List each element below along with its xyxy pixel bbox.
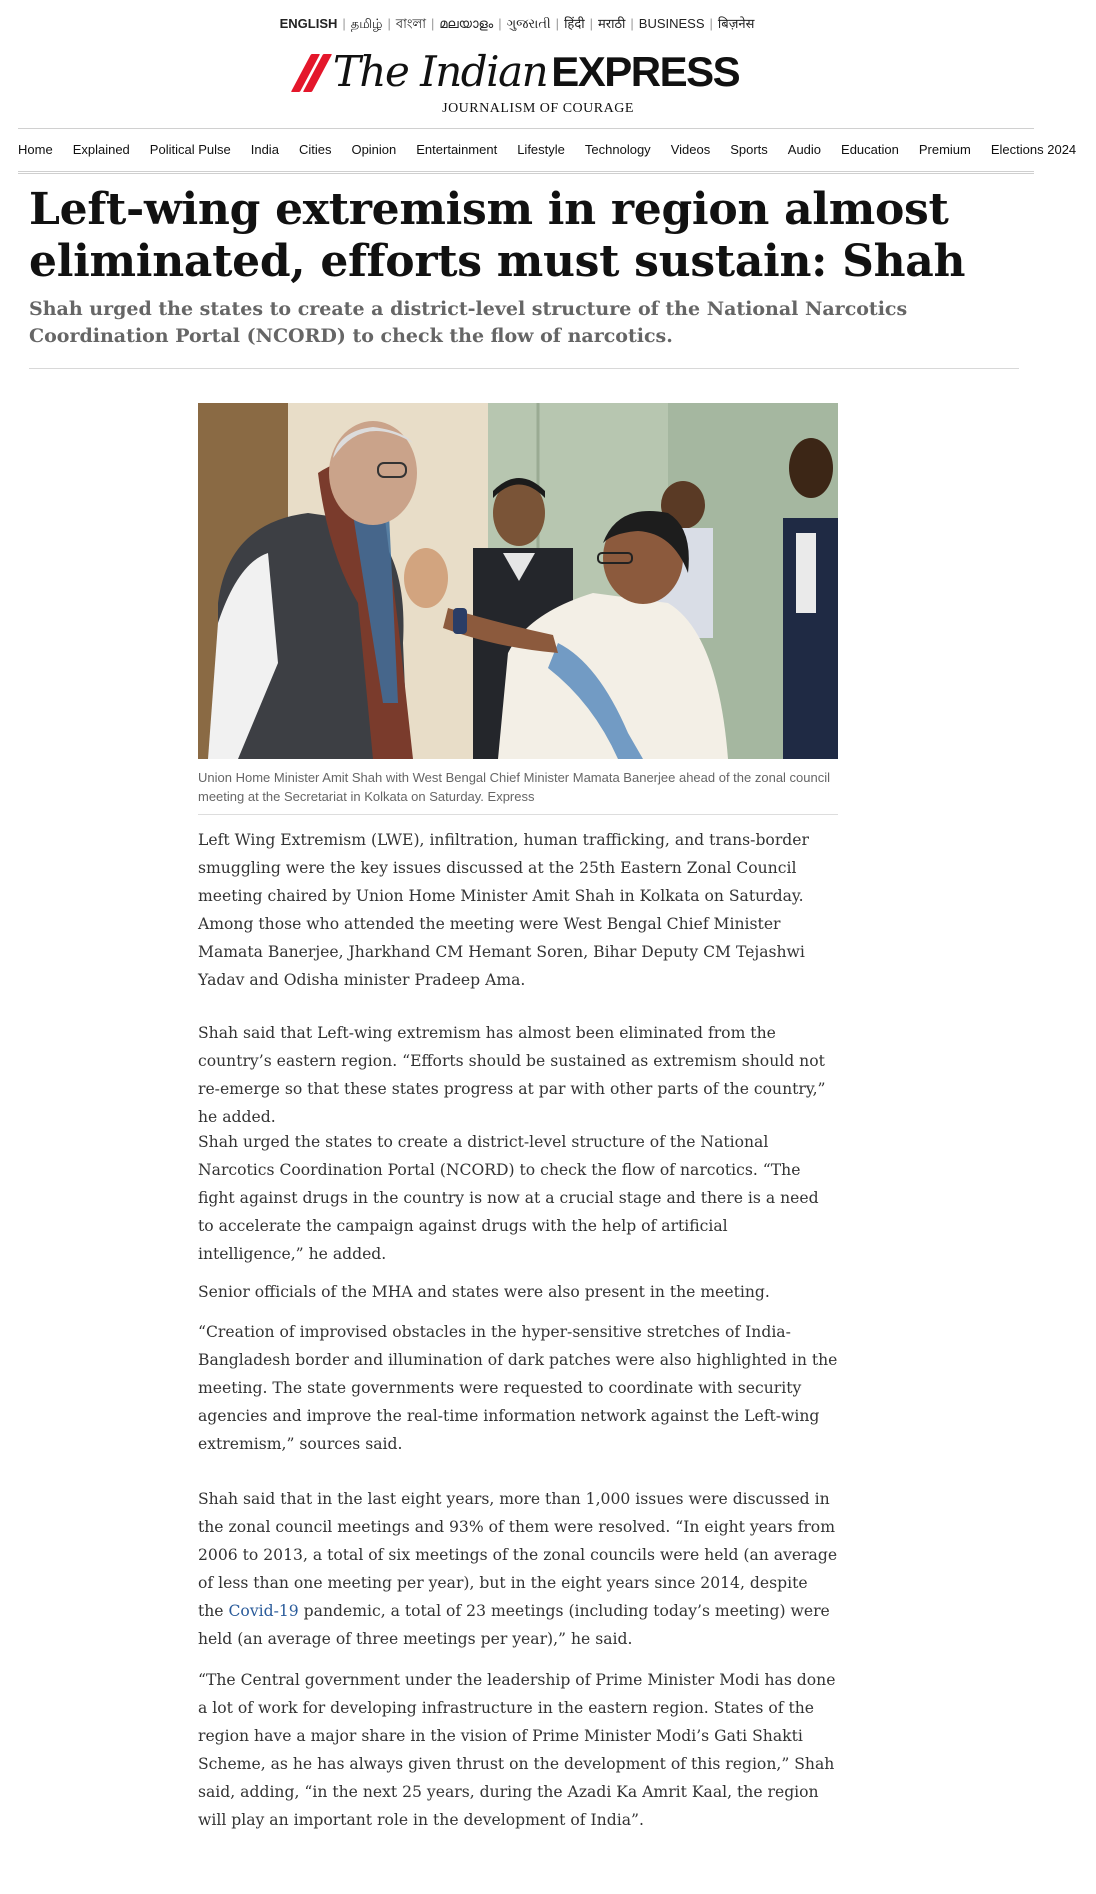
nav-opinion[interactable]: Opinion: [351, 142, 397, 157]
lang-tamil[interactable]: தமிழ்: [350, 16, 383, 31]
paragraph-6-text-start: Shah said that in the last eight years, more than 1,000 issues were discussed in the zonal council meetings and 93% of them were resolved. “In eight years from 2006 to 2013, a total of six meetings of the zonal councils were held (an average of less than one meeting per year), but in the eight years since 2014, despite the: [198, 1490, 838, 1620]
article-headline: Left-wing extremism in region almost eliminated, efforts must sustain: Shah: [29, 184, 966, 287]
lang-hindi[interactable]: हिंदी: [564, 16, 585, 31]
nav-technology[interactable]: Technology: [584, 142, 651, 157]
lang-marathi[interactable]: मराठी: [598, 16, 626, 31]
lang-business-hindi[interactable]: बिज़नेस: [717, 16, 755, 31]
article-paragraph-7: “The Central government under the leadership of Prime Minister Modi has done a lot of work for developing infrastructure in the eastern region. States of the region have a major share in the vision of Prime Minister Modi’s Gati Shakti Scheme, as he has always given thrust on the development of this region,” Shah said, adding, “in the next 25 years, during the Azadi Ka Amrit Kaal, the region will play an important role in the development of India”.: [198, 1671, 836, 1829]
photo-caption: Union Home Minister Amit Shah with West Bengal Chief Minister Mamata Banerjee ahead of the zonal council meeting at the Secretariat in Kolkata on Saturday. Express: [198, 768, 838, 815]
nav-cities[interactable]: Cities: [298, 142, 332, 157]
language-bar: ENGLISH | தமிழ் | বাংলা | മലയാളം | ગુજરાતી | हिंदी | मराठी | BUSINESS | बिज़नेस: [279, 16, 755, 31]
main-nav: [18, 128, 1077, 174]
nav-premium[interactable]: Premium: [918, 142, 971, 157]
nav-sports[interactable]: Sports: [730, 142, 768, 157]
article-paragraph-3: Shah urged the states to create a district-level structure of the National Narcotics Coordination Portal (NCORD) to check the flow of narcotics. “The fight against drugs in the country is now at a crucial stage and there is a need to accelerate the campaign against drugs with the help of artificial intelligence,” he added.: [198, 1133, 819, 1263]
nav-elections[interactable]: Elections 2024: [990, 142, 1077, 157]
article-deck: Shah urged the states to create a district-level structure of the National Narcotics Coordination Portal (NCORD) to check the flow of narcotics.: [29, 298, 908, 347]
logo-the-indian: The Indian: [332, 47, 548, 96]
nav-explained[interactable]: Explained: [72, 142, 130, 157]
paragraph-6-text-end: pandemic, a total of 23 meetings (including today’s meeting) were held (an average of three meetings per year),” he said.: [198, 1602, 830, 1648]
lang-business[interactable]: BUSINESS: [638, 16, 705, 31]
nav-india[interactable]: India: [250, 142, 279, 157]
article-paragraph-5: “Creation of improvised obstacles in the hyper-sensitive stretches of India-Bangladesh border and illumination of dark patches were also highlighted in the meeting. The state governments were requested to coordinate with security agencies and improve the real-time information network against the Left-wing extremism,” sources said.: [198, 1323, 838, 1453]
article-photo-illustration: [198, 403, 838, 759]
nav-lifestyle[interactable]: Lifestyle: [517, 142, 565, 157]
lang-english[interactable]: ENGLISH: [279, 16, 338, 31]
header-divider: [29, 368, 1019, 369]
nav-home[interactable]: Home: [18, 142, 53, 157]
logo-tagline: JOURNALISM OF COURAGE: [442, 101, 634, 116]
lang-malayalam[interactable]: മലയാളം: [439, 16, 494, 31]
logo-express: EXPRESS: [551, 48, 740, 95]
article-paragraph-6: [198, 1485, 838, 1653]
lang-gujarati[interactable]: ગુજરાતી: [506, 16, 551, 31]
article-paragraph-2: Shah said that Left-wing extremism has almost been eliminated from the country’s eastern region. “Efforts should be sustained as extremism should not re-emerge so that these states progress at par with other parts of the country,” he added.: [198, 1024, 826, 1126]
lang-bangla[interactable]: বাংলা: [395, 16, 426, 31]
article-paragraph-1: Left Wing Extremism (LWE), infiltration, human trafficking, and trans-border smuggling were the key issues discussed at the 25th Eastern Zonal Council meeting chaired by Union Home Minister Amit Shah in Kolkata on Saturday. Among those who attended the meeting were West Bengal Chief Minister Mamata Banerjee, Jharkhand CM Hemant Soren, Bihar Deputy CM Tejashwi Yadav and Odisha minister Pradeep Ama.: [198, 831, 809, 989]
article-paragraph-4: Senior officials of the MHA and states were also present in the meeting.: [198, 1283, 770, 1301]
nav-education[interactable]: Education: [841, 142, 899, 157]
covid-19-link[interactable]: Covid-19: [228, 1602, 299, 1620]
nav-entertainment[interactable]: Entertainment: [416, 142, 498, 157]
nav-political-pulse[interactable]: Political Pulse: [149, 142, 231, 157]
article-photo[interactable]: [198, 403, 838, 759]
site-logo[interactable]: [0, 47, 1034, 117]
logo-mark-icon: [295, 50, 327, 94]
nav-videos[interactable]: Videos: [670, 142, 711, 157]
nav-audio[interactable]: Audio: [787, 142, 822, 157]
